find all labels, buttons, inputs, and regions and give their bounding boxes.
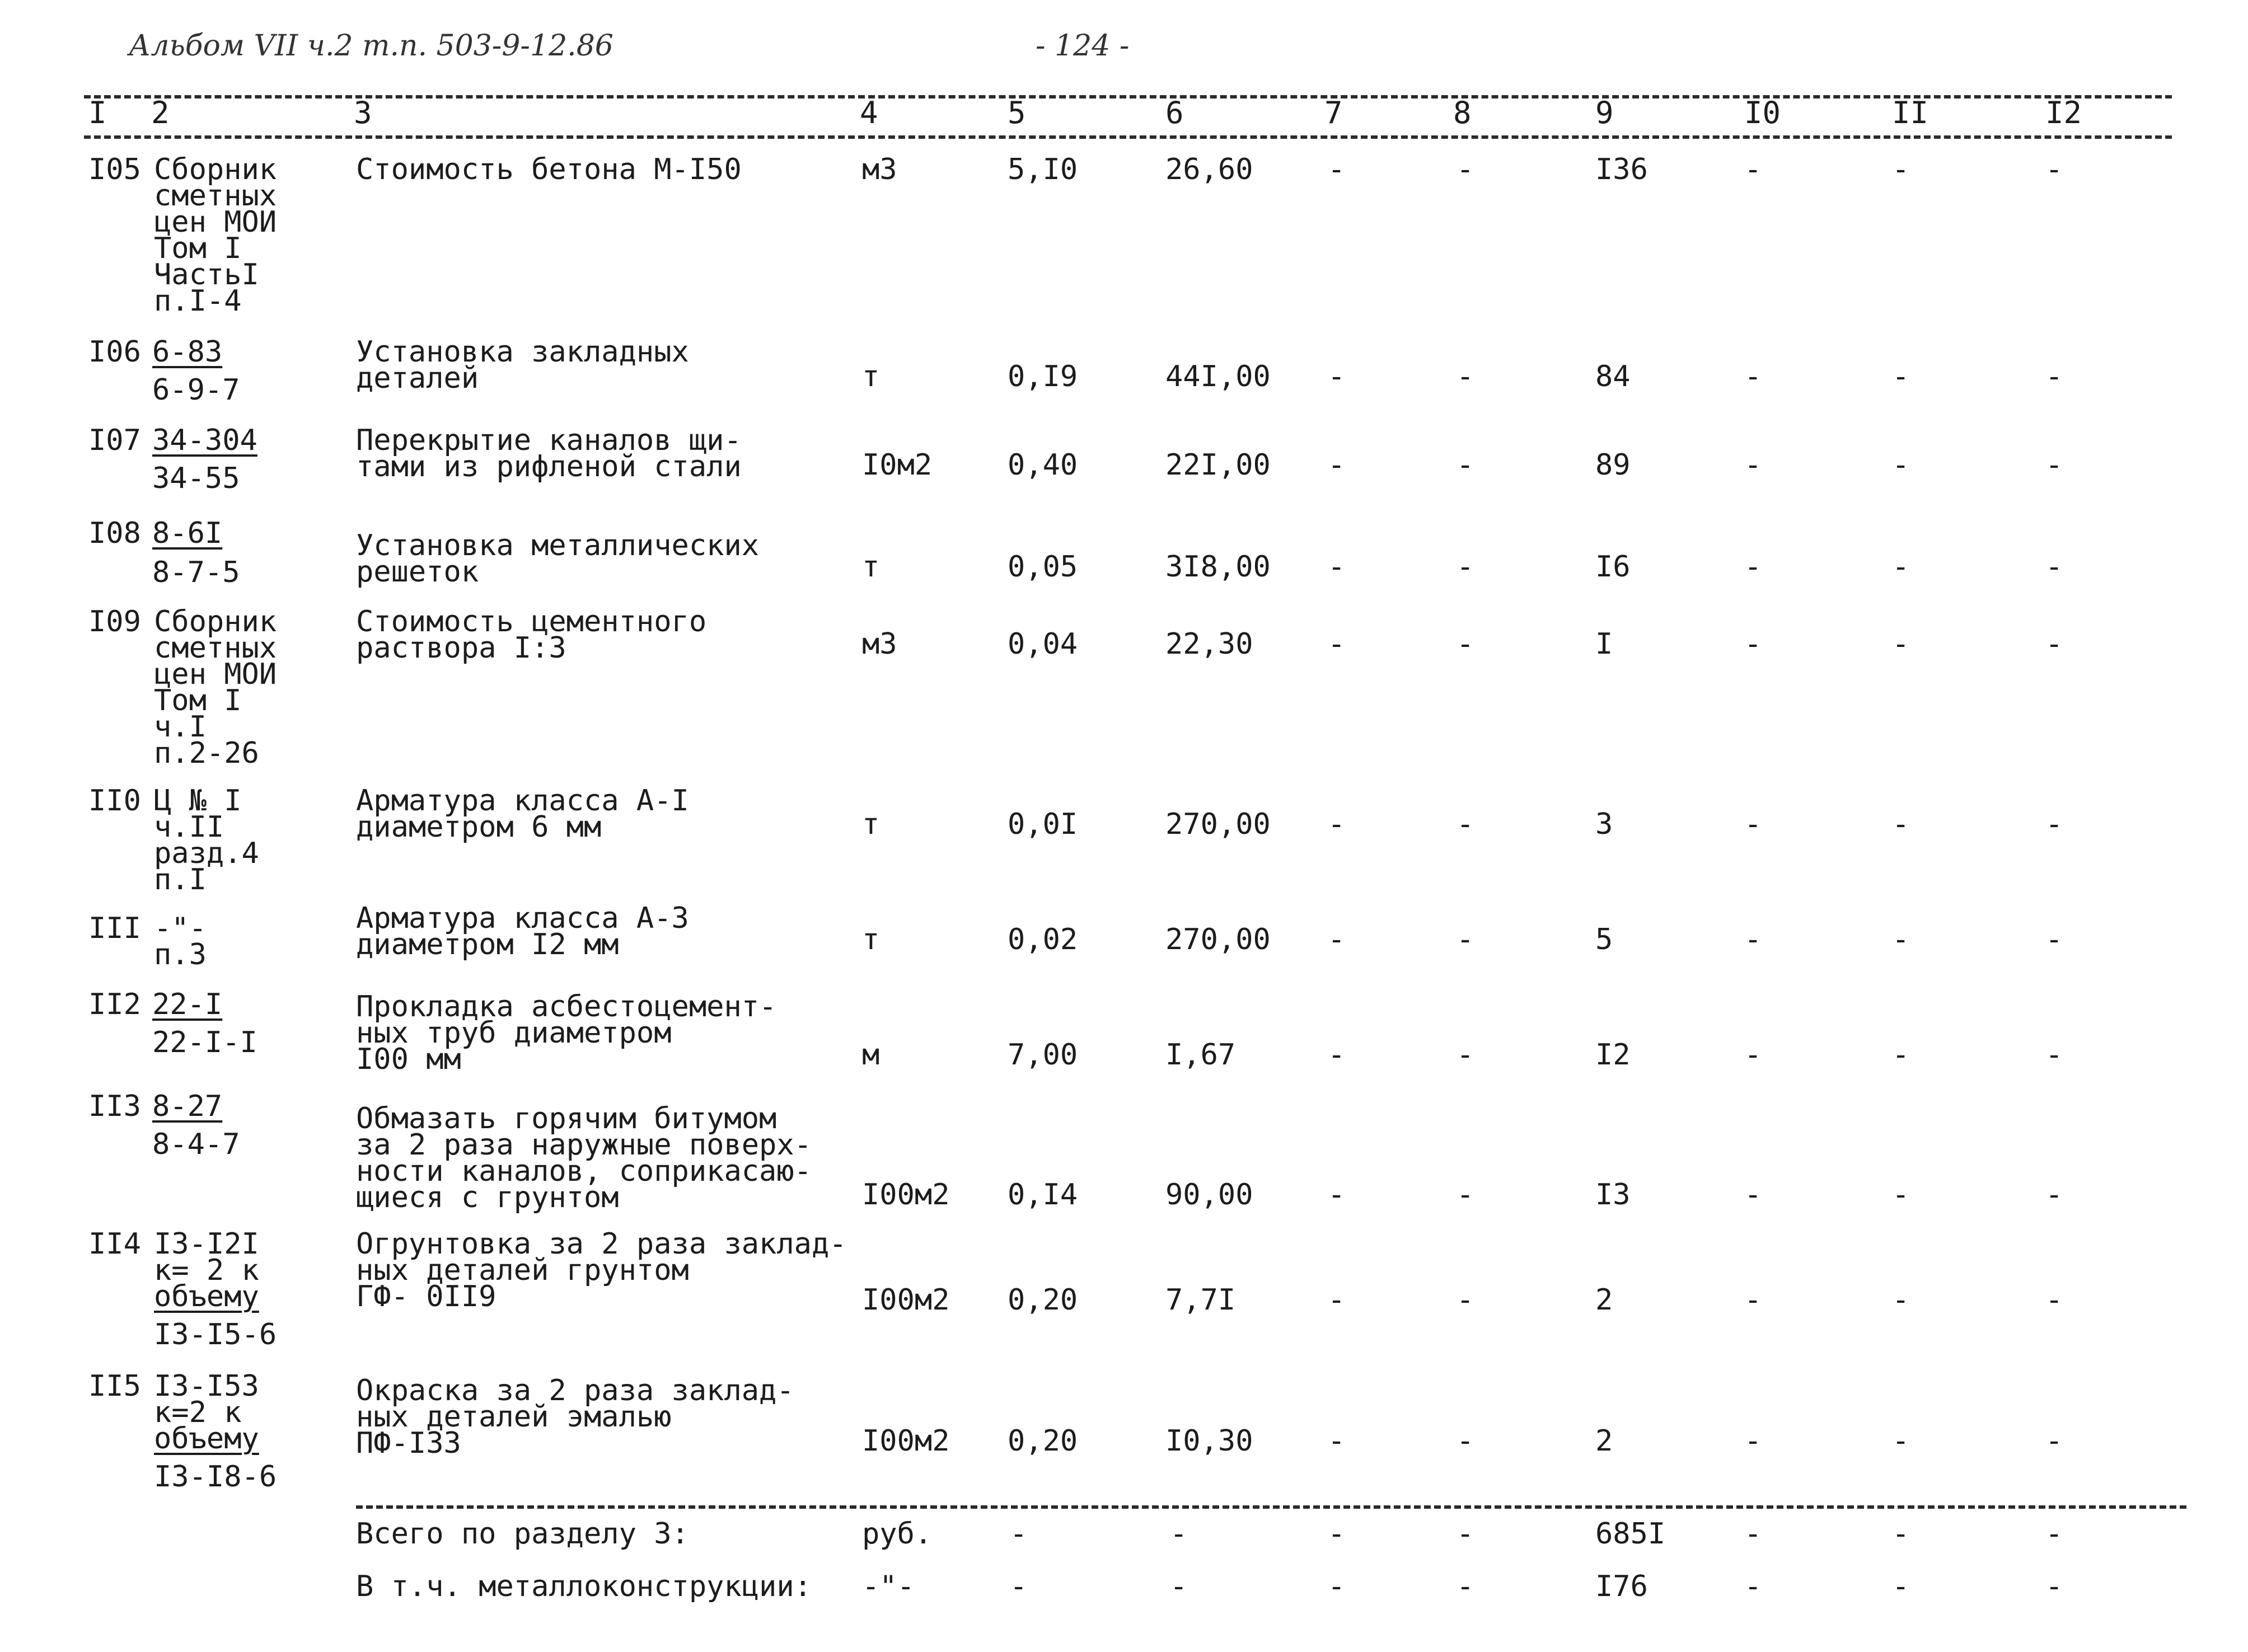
unit-price: 44I,00 <box>1165 360 1271 393</box>
total-metal-unit: -"- <box>862 1570 915 1603</box>
unit: т <box>862 923 880 956</box>
col8: - <box>1456 1038 1474 1072</box>
col11: - <box>1892 448 1910 482</box>
unit: I00м2 <box>862 1424 950 1458</box>
row-number: III <box>88 912 141 945</box>
unit: м3 <box>862 627 897 661</box>
description: Огрунтовка за 2 раза заклад- ных деталей грунтом ГФ- 0II9 <box>356 1227 847 1313</box>
col7: - <box>1328 1424 1346 1458</box>
quantity: 0,0I <box>1008 808 1078 841</box>
col10: - <box>1744 1424 1762 1458</box>
reference-top: 6-83 <box>152 335 223 369</box>
col12: - <box>2045 1283 2063 1317</box>
description: Арматура класса А-3 диаметром I2 мм <box>356 902 689 961</box>
column-header-5: 5 <box>1008 95 1026 130</box>
col12: - <box>2045 627 2063 661</box>
quantity: 0,I4 <box>1008 1178 1078 1212</box>
col10: - <box>1744 360 1762 393</box>
total-metal-col12: - <box>2045 1570 2063 1603</box>
col10: - <box>1744 923 1762 956</box>
row-number: II0 <box>88 784 141 818</box>
col10: - <box>1744 1283 1762 1317</box>
col12: - <box>2045 550 2063 584</box>
column-header-4: 4 <box>860 95 878 130</box>
col10: - <box>1744 627 1762 661</box>
col10: - <box>1744 153 1762 186</box>
description: Установка закладных деталей <box>356 335 689 395</box>
total-section-col11: - <box>1892 1517 1910 1551</box>
col9: I <box>1595 627 1613 661</box>
column-header-1: I <box>88 95 107 130</box>
unit: I00м2 <box>862 1178 950 1212</box>
quantity: 0,05 <box>1008 550 1078 584</box>
reference: Сборник сметных цен МОИ Том I ЧастьI п.I-4 <box>154 153 277 318</box>
row-number: I09 <box>88 605 141 639</box>
quantity: 0,40 <box>1008 448 1078 482</box>
reference-bottom: 8-4-7 <box>152 1128 240 1161</box>
col12: - <box>2045 448 2063 482</box>
total-section-qty: - <box>1010 1517 1028 1551</box>
unit-price: 270,00 <box>1165 923 1271 956</box>
reference: I3-I53 к=2 к <box>154 1369 259 1429</box>
unit-price: 3I8,00 <box>1165 550 1271 584</box>
reference: Сборник сметных цен МОИ Том I ч.I п.2-26 <box>154 605 277 770</box>
total-section-col8: - <box>1456 1517 1474 1551</box>
unit-price: 26,60 <box>1165 153 1253 186</box>
total-metal-col7: - <box>1328 1570 1346 1603</box>
column-header-3: 3 <box>354 95 372 130</box>
col7: - <box>1328 550 1346 584</box>
reference-top: 8-27 <box>152 1090 223 1123</box>
reference-bottom: 6-9-7 <box>152 373 240 407</box>
col8: - <box>1456 923 1474 956</box>
col11: - <box>1892 627 1910 661</box>
reference-bottom: 34-55 <box>152 462 240 495</box>
total-section-col7: - <box>1328 1517 1346 1551</box>
col10: - <box>1744 808 1762 841</box>
col7: - <box>1328 360 1346 393</box>
description: Перекрытие каналов щи- тами из рифленой стали <box>356 424 742 484</box>
reference-top: 8-6I <box>152 517 223 550</box>
total-metal-price: - <box>1170 1570 1188 1603</box>
row-number: I08 <box>88 517 141 550</box>
column-header-2: 2 <box>151 95 170 130</box>
col11: - <box>1892 1178 1910 1212</box>
reference: Ц № I ч.II разд.4 п.I <box>154 784 259 897</box>
unit-price: 90,00 <box>1165 1178 1253 1212</box>
row-number: II4 <box>88 1227 141 1261</box>
reference-top: 34-304 <box>152 424 257 457</box>
unit: т <box>862 550 880 584</box>
col11: - <box>1892 1038 1910 1072</box>
col12: - <box>2045 923 2063 956</box>
col7: - <box>1328 808 1346 841</box>
quantity: 0,20 <box>1008 1283 1078 1317</box>
col10: - <box>1744 1178 1762 1212</box>
col9: I36 <box>1595 153 1648 186</box>
col8: - <box>1456 1424 1474 1458</box>
total-section-price: - <box>1170 1517 1188 1551</box>
col12: - <box>2045 808 2063 841</box>
row-number: II3 <box>88 1090 141 1123</box>
total-section-unit: руб. <box>862 1517 933 1551</box>
reference-top: объему <box>154 1422 259 1456</box>
col11: - <box>1892 1424 1910 1458</box>
totals-rule <box>356 1505 2186 1509</box>
unit: м3 <box>862 153 897 186</box>
col11: - <box>1892 360 1910 393</box>
col9: 5 <box>1595 923 1613 956</box>
header-rule <box>84 135 2172 139</box>
col11: - <box>1892 1283 1910 1317</box>
reference-bottom: I3-I8-6 <box>154 1460 277 1494</box>
col8: - <box>1456 550 1474 584</box>
row-number: I07 <box>88 424 141 457</box>
col12: - <box>2045 1178 2063 1212</box>
col9: 89 <box>1595 448 1631 482</box>
row-number: I06 <box>88 335 141 369</box>
total-metal-label: В т.ч. металлоконструкции: <box>356 1570 812 1603</box>
reference-top: 22-I <box>152 988 223 1021</box>
reference-top: объему <box>154 1280 259 1313</box>
unit: м <box>862 1038 880 1072</box>
reference: -"- п.3 <box>154 912 207 972</box>
col7: - <box>1328 923 1346 956</box>
column-header-10: I0 <box>1744 95 1781 130</box>
col7: - <box>1328 627 1346 661</box>
column-header-6: 6 <box>1165 95 1184 130</box>
col9: 2 <box>1595 1283 1613 1317</box>
col7: - <box>1328 1178 1346 1212</box>
description: Стоимость цементного раствора I:3 <box>356 605 707 665</box>
col11: - <box>1892 153 1910 186</box>
page-number: - 124 - <box>1036 29 1130 63</box>
reference-bottom: 8-7-5 <box>152 556 240 589</box>
album-reference: Альбом VII ч.2 т.п. 503-9-12.86 <box>129 29 613 63</box>
col9: 2 <box>1595 1424 1613 1458</box>
col8: - <box>1456 360 1474 393</box>
total-section-label: Всего по разделу 3: <box>356 1517 689 1551</box>
col7: - <box>1328 1038 1346 1072</box>
row-number: II5 <box>88 1369 141 1403</box>
col9: 84 <box>1595 360 1631 393</box>
quantity: 5,I0 <box>1008 153 1078 186</box>
quantity: 7,00 <box>1008 1038 1078 1072</box>
unit: I0м2 <box>862 448 933 482</box>
description: Прокладка асбестоцемент- ных труб диаметром I00 мм <box>356 990 777 1076</box>
col9: I6 <box>1595 550 1631 584</box>
col8: - <box>1456 627 1474 661</box>
quantity: 0,20 <box>1008 1424 1078 1458</box>
unit-price: 22,30 <box>1165 627 1253 661</box>
column-header-7: 7 <box>1324 95 1343 130</box>
reference-bottom: 22-I-I <box>152 1026 257 1059</box>
description: Окраска за 2 раза заклад- ных деталей эмалью ПФ-I33 <box>356 1374 794 1460</box>
quantity: 0,I9 <box>1008 360 1078 393</box>
col11: - <box>1892 550 1910 584</box>
col12: - <box>2045 153 2063 186</box>
total-section-amount: 685I <box>1595 1517 1666 1551</box>
unit: I00м2 <box>862 1283 950 1317</box>
col12: - <box>2045 1038 2063 1072</box>
row-number: I05 <box>88 153 141 186</box>
description: Установка металлических решеток <box>356 529 760 589</box>
column-header-12: I2 <box>2045 95 2082 130</box>
col8: - <box>1456 808 1474 841</box>
col7: - <box>1328 153 1346 186</box>
unit-price: 22I,00 <box>1165 448 1271 482</box>
total-metal-qty: - <box>1010 1570 1028 1603</box>
col10: - <box>1744 448 1762 482</box>
col8: - <box>1456 1178 1474 1212</box>
col9: I3 <box>1595 1178 1631 1212</box>
col12: - <box>2045 1424 2063 1458</box>
col11: - <box>1892 923 1910 956</box>
col7: - <box>1328 1283 1346 1317</box>
reference: I3-I2I к= 2 к <box>154 1227 259 1287</box>
unit-price: I,67 <box>1165 1038 1236 1072</box>
col11: - <box>1892 808 1910 841</box>
col9: 3 <box>1595 808 1613 841</box>
total-metal-col10: - <box>1744 1570 1762 1603</box>
col9: I2 <box>1595 1038 1631 1072</box>
description: Арматура класса А-I диаметром 6 мм <box>356 784 689 844</box>
description: Обмазать горячим битумом за 2 раза наружные поверх- ности каналов, соприкасаю- щиеся с грунтом <box>356 1102 812 1214</box>
total-section-col10: - <box>1744 1517 1762 1551</box>
unit-price: I0,30 <box>1165 1424 1253 1458</box>
unit: т <box>862 360 880 393</box>
total-metal-col8: - <box>1456 1570 1474 1603</box>
row-number: II2 <box>88 988 141 1021</box>
unit-price: 270,00 <box>1165 808 1271 841</box>
description: Стоимость бетона М-I50 <box>356 153 742 186</box>
quantity: 0,04 <box>1008 627 1078 661</box>
unit: т <box>862 808 880 841</box>
column-header-9: 9 <box>1595 95 1614 130</box>
column-header-8: 8 <box>1453 95 1472 130</box>
total-section-col12: - <box>2045 1517 2063 1551</box>
col10: - <box>1744 550 1762 584</box>
column-header-11: II <box>1892 95 1929 130</box>
col12: - <box>2045 360 2063 393</box>
top-rule <box>84 95 2172 98</box>
reference-bottom: I3-I5-6 <box>154 1318 277 1351</box>
col8: - <box>1456 448 1474 482</box>
col7: - <box>1328 448 1346 482</box>
col10: - <box>1744 1038 1762 1072</box>
col8: - <box>1456 1283 1474 1317</box>
total-metal-col11: - <box>1892 1570 1910 1603</box>
col8: - <box>1456 153 1474 186</box>
unit-price: 7,7I <box>1165 1283 1236 1317</box>
total-metal-amount: I76 <box>1595 1570 1648 1603</box>
quantity: 0,02 <box>1008 923 1078 956</box>
